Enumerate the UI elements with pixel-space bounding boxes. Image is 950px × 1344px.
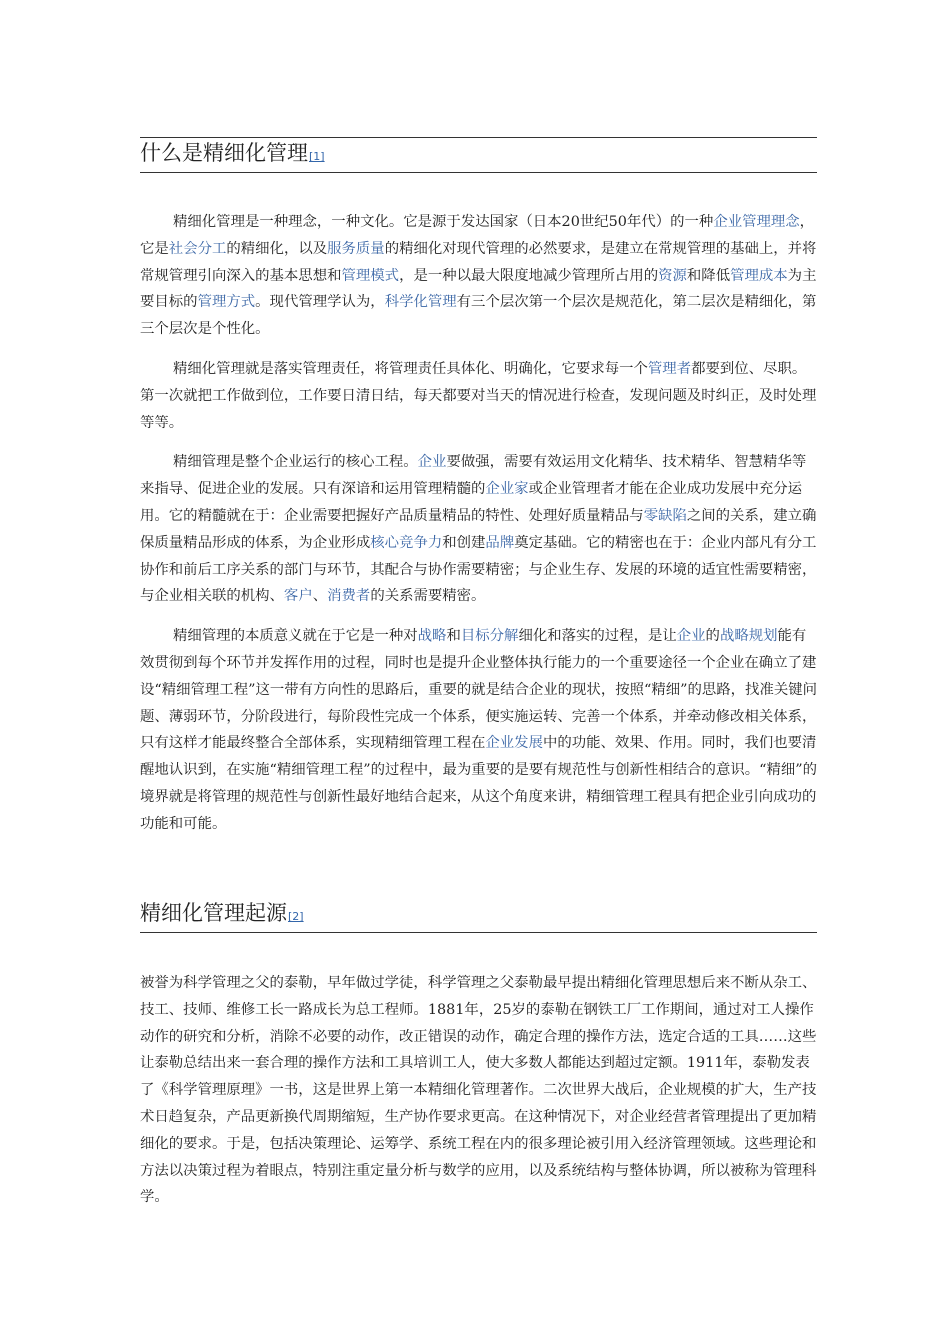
paragraph-text: 精细管理是整个企业运行的核心工程。 (173, 454, 418, 471)
paragraph-text: 被誉为科学管理之父的泰勒，早年做过学徒，科学管理之父泰勒最早提出精细化管理思想后来不断从杂工、技工、技师、维修工长一路成长为总工程师。1881年，25岁的泰勒在钢铁工厂工作期间，通过对工人操作动作的研究和分析，消除不必要的动作，改正错误的动作，确定合理的操作方法，选定合适的工具……这些让泰勒总结出来一套合理的操作方法和工具培训工人，使大多数人都能达到超过定额。1911年，泰勒发表了《科学管理原理》一书，这是世界上第一本精细化管理著作。二次世界大战后，企业规模的扩大，生产技术日趋复杂，产品更新换代周期缩短，生产协作要求更高。在这种情况下，对企业经营者管理提出了更加精细化的要求。于是，包括决策理论、运筹学、系统工程在内的很多理论被引用入经济管理领域。这些理论和方法以决策过程为着眼点，特别注重定量分析与数学的应用，以及系统结构与整体协调，所以被称为管理科学。 (140, 975, 817, 1206)
paragraph-text: 要做强，需要有效运用文化精华、技术精华、智慧精华等来指导、促进企业的发展。只有深谙和运用管理精髓的 (140, 454, 807, 498)
paragraph-text: 精细化管理是一种理念，一种文化。它是源于发达国家（日本20世纪50年代）的一种 (173, 214, 714, 230)
paragraph-text: 的精细化，以及 (226, 240, 328, 257)
inline-link[interactable]: 资源 (658, 267, 687, 284)
inline-link[interactable]: 战略规划 (719, 628, 778, 645)
inline-link[interactable]: 管理模式 (341, 267, 400, 284)
paragraph-text: 和降低 (686, 267, 731, 284)
section-origin (140, 898, 817, 1211)
paragraph-text: 、 (312, 588, 328, 605)
inline-link[interactable]: 社会分工 (168, 240, 227, 257)
section-heading (140, 898, 817, 933)
section-what-is (140, 137, 817, 838)
section-title-text: 精细化管理起源 (140, 901, 287, 925)
paragraph-text: ，它是 (140, 214, 815, 257)
paragraph-text: 的关系需要精密。 (370, 588, 486, 605)
reference-link[interactable]: [2] (288, 910, 304, 923)
paragraph (140, 209, 817, 343)
inline-link[interactable]: 服务质量 (327, 240, 385, 257)
inline-link[interactable]: 客户 (283, 588, 313, 605)
inline-link[interactable]: 零缺陷 (643, 507, 687, 524)
paragraph-text: 能有效贯彻到每个环节并发挥作用的过程，同时也是提升企业整体执行能力的一个重要途径一个企业在确立了建设“精细管理工程”这一带有方向性的思路后，重要的就是结合企业的现状，按照“精细”的思路，找准关键问题、薄弱环节，分阶段进行，每阶段性完成一个体系，便实施运转、完善一个体系，并牵动修改相关体系，只有这样才能最终整合全部体系，实现精细管理工程在 (140, 628, 818, 752)
inline-link[interactable]: 目标分解 (460, 628, 519, 645)
section-title (140, 898, 304, 932)
inline-link[interactable]: 管理者 (647, 360, 692, 377)
inline-link[interactable]: 企业 (417, 454, 447, 471)
section-heading (140, 137, 817, 173)
paragraph-text: 的精细化对现代管理的必然要求，是建立在常规管理的基础上，并将常规管理引向深入的基本思想和 (140, 240, 817, 284)
inline-link[interactable]: 战略 (417, 628, 447, 645)
paragraph-text: 中的功能、效果、作用。同时，我们也要清醒地认识到，在实施“精细管理工程”的过程中，最为重要的是要有规范性与创新性相结合的意识。“精细”的境界就是将管理的规范性与创新性最好地结合起来，从这个角度来讲，精细管理工程具有把企业引向成功的功能和可能。 (140, 735, 818, 832)
paragraph-text: 。现代管理学认为， (255, 294, 385, 311)
paragraph-text: 为主要目标的 (140, 267, 817, 311)
inline-link[interactable]: 核心竞争力 (370, 534, 443, 551)
paragraph-text: 奠定基础。它的精密也在于：企业内部凡有分工协作和前后工序关系的部门与环节，其配合与协作需要精密；与企业生存、发展的环境的适宜性需要精密，与企业相关联的机构、 (140, 534, 817, 605)
inline-link[interactable]: 企业发展 (485, 735, 543, 752)
paragraph-text: 的 (705, 628, 720, 645)
paragraph-text: 或企业管理者才能在企业成功发展中充分运用。它的精髓就在于：企业需要把握好产品质量精品的特性、处理好质量精品与 (140, 481, 803, 524)
paragraph-text: 细化和落实的过程，是让 (518, 628, 677, 645)
paragraph-text: 和创建 (442, 534, 486, 551)
paragraph-text: 和 (446, 628, 461, 645)
paragraph-text: 都要到位、尽职。第一次就把工作做到位，工作要日清日结，每天都要对当天的情况进行检查，发现问题及时纠正，及时处理等等。 (140, 360, 817, 431)
reference-link[interactable]: [1] (309, 150, 325, 163)
paragraph-text: 精细管理的本质意义就在于它是一种对 (173, 628, 418, 645)
paragraph-text: 有三个层次第一个层次是规范化，第二层次是精细化，第三个层次是个性化。 (140, 294, 817, 338)
inline-link[interactable]: 企业家 (485, 481, 529, 498)
inline-link[interactable]: 企业 (676, 628, 706, 645)
paragraph (140, 356, 817, 436)
paragraph (140, 970, 817, 1211)
inline-link[interactable]: 科学化管理 (384, 294, 457, 311)
paragraph-text: 精细化管理就是落实管理责任，将管理责任具体化、明确化，它要求每一个 (173, 360, 648, 377)
paragraph (140, 623, 817, 837)
inline-link[interactable]: 管理方式 (197, 294, 256, 311)
section-title (140, 138, 325, 172)
paragraph (140, 449, 817, 610)
section-title-text: 什么是精细化管理 (140, 141, 308, 165)
inline-link[interactable]: 企业管理理念 (713, 214, 800, 230)
paragraph-text: 之间的关系，建立确保质量精品形成的体系，为企业形成 (140, 507, 817, 551)
paragraph-text: ，是一种以最大限度地减少管理所占用的 (399, 267, 659, 284)
inline-link[interactable]: 消费者 (327, 588, 371, 605)
inline-link[interactable]: 品牌 (485, 534, 515, 551)
inline-link[interactable]: 管理成本 (730, 267, 788, 284)
